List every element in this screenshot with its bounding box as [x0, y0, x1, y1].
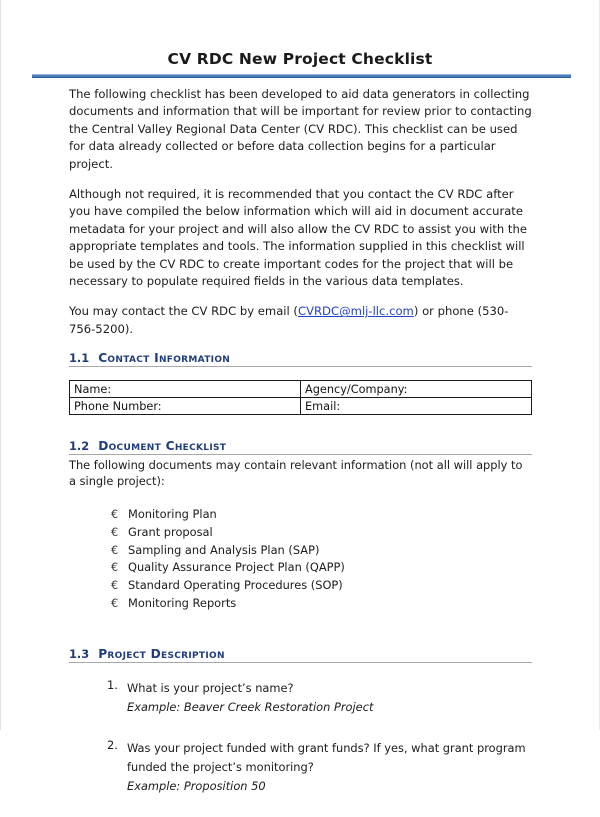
contact-information-table: [69, 380, 532, 415]
page-title: CV RDC New Project Checklist: [167, 50, 433, 68]
cell-phone-label[interactable]: Phone Number:: [70, 398, 301, 415]
list-item[interactable]: [111, 595, 532, 612]
list-item[interactable]: [111, 524, 532, 541]
document-checklist-list: [69, 506, 532, 612]
section-heading-project-description: [69, 647, 532, 663]
question-number: 2.: [107, 737, 118, 752]
list-item: [107, 677, 532, 715]
list-item-label: Standard Operating Procedures (SOP): [128, 578, 343, 593]
contact-paragraph: [69, 303, 532, 338]
cell-email-label[interactable]: Email:: [301, 398, 532, 415]
contact-text-after: ) or phone (530-756-5200).: [69, 304, 509, 336]
section-number: 1.3: [69, 646, 90, 661]
checkbox-icon: €: [111, 543, 119, 557]
section-contact-information: [69, 351, 532, 415]
intro-paragraph-1: The following checklist has been developed to aid data generators in collecting documents and information that will be important for review prior to contacting the Central Valley Regional Data Center (CV RDC). This checklist can be used for data already collected or before data collection begins for a particular project.: [69, 87, 532, 171]
checkbox-icon: €: [111, 525, 119, 539]
list-item[interactable]: [111, 506, 532, 523]
section-document-checklist: [69, 439, 532, 612]
list-item[interactable]: [111, 542, 532, 559]
checklist-intro: The following documents may contain relevant information (not all will apply to a single project):: [69, 458, 523, 489]
question-text: What is your project’s name?: [127, 680, 294, 695]
checkbox-icon: €: [111, 596, 119, 610]
section-title: Document Checklist: [98, 439, 227, 454]
document-body: [69, 86, 532, 817]
section-heading-contact-information: [69, 351, 532, 367]
list-item-label: Sampling and Analysis Plan (SAP): [128, 542, 320, 557]
section-heading-document-checklist: [69, 439, 532, 455]
cell-agency-label[interactable]: Agency/Company:: [301, 381, 532, 398]
table-row: [70, 398, 532, 415]
list-item-label: Grant proposal: [128, 524, 213, 539]
list-item[interactable]: [111, 577, 532, 594]
question-body: [127, 737, 532, 795]
question-example: Example: Beaver Creek Restoration Project: [127, 699, 374, 714]
question-body: [127, 677, 532, 715]
section-title: Contact Information: [98, 351, 231, 366]
list-item-label: Monitoring Reports: [128, 595, 237, 610]
section-title: Project Description: [98, 646, 225, 661]
section-project-description: [69, 647, 532, 795]
question-example: Example: Proposition 50: [127, 779, 266, 794]
cell-name-label[interactable]: Name:: [70, 381, 301, 398]
intro-paragraph-2: Although not required, it is recommended that you contact the CV RDC after you have compiled the below information which will aid in document accurate metadata for your project and will also allow the CV RDC to assist you with the appropriate templates and tools. The information supplied in this checklist will be used by the CV RDC to create important codes for the project that will be necessary to populate required fields in the various data templates.: [69, 187, 527, 289]
contact-text-before: You may contact the CV RDC by email (: [69, 304, 298, 319]
email-link[interactable]: CVRDC@mlj-llc.com: [297, 304, 414, 319]
section-number: 1.2: [69, 439, 90, 454]
list-item-label: Quality Assurance Project Plan (QAPP): [128, 560, 345, 575]
project-description-questions: [69, 677, 532, 795]
table-row: [70, 381, 532, 398]
title-accent-rule: [32, 74, 571, 78]
question-text: Was your project funded with grant funds? If yes, what grant program funded the project’s monitoring?: [127, 740, 526, 775]
section-number: 1.1: [69, 351, 90, 366]
list-item[interactable]: [111, 559, 532, 576]
list-item-label: Monitoring Plan: [128, 507, 217, 522]
checkbox-icon: €: [111, 579, 119, 593]
question-number: 1.: [107, 677, 118, 692]
checkbox-icon: €: [111, 508, 119, 522]
list-item: [107, 737, 532, 795]
checkbox-icon: €: [111, 561, 119, 575]
